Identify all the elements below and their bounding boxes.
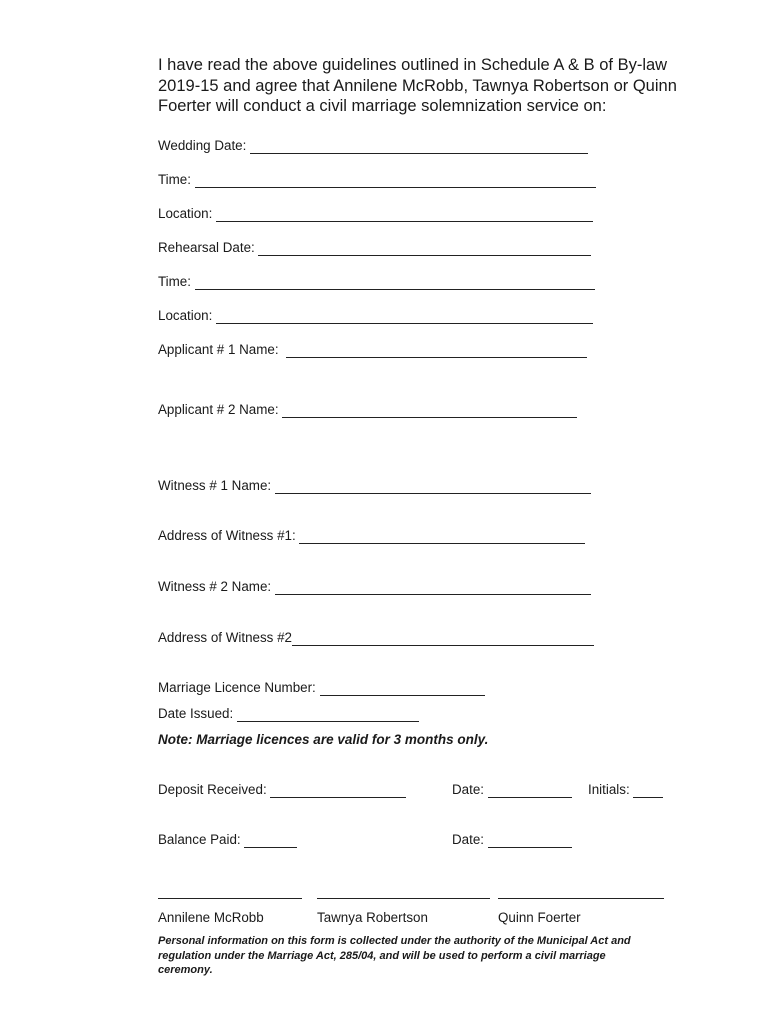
witness1-address-field[interactable] [299, 529, 585, 544]
rehearsal-time-label: Time: [158, 274, 195, 289]
deposit-date-row [452, 780, 572, 798]
signature-line-foerter[interactable] [498, 898, 664, 899]
balance-row [158, 830, 297, 848]
licence-number-field[interactable] [320, 681, 485, 696]
rehearsal-time-field[interactable] [195, 275, 595, 290]
signatory-name: Quinn Foerter [498, 910, 581, 925]
deposit-date-label: Date: [452, 782, 488, 797]
balance-date-field[interactable] [488, 833, 572, 848]
witness1-address-label: Address of Witness #1: [158, 528, 300, 543]
deposit-field[interactable] [270, 783, 406, 798]
witness1-address-row [158, 526, 585, 544]
witness2-field[interactable] [275, 580, 591, 595]
witness2-address-row [158, 628, 594, 646]
initials-row [588, 780, 663, 798]
intro-statement: I have read the above guidelines outlined in Schedule A & B of By-law 2019-15 and agree that Annilene McRobb, Tawnya Robertson or Quinn Foerter will conduct a civil marriage solemnization service on: [158, 56, 677, 115]
licence-number-row [158, 678, 485, 696]
wedding-time-row [158, 170, 596, 188]
balance-field[interactable] [244, 833, 297, 848]
balance-label: Balance Paid: [158, 832, 245, 847]
witness2-address-label: Address of Witness #2 [158, 630, 292, 645]
witness2-address-field[interactable] [292, 631, 594, 646]
wedding-location-row [158, 204, 593, 222]
date-issued-row [158, 704, 419, 722]
rehearsal-date-label: Rehearsal Date: [158, 240, 259, 255]
wedding-time-label: Time: [158, 172, 195, 187]
applicant2-field[interactable] [282, 403, 577, 418]
witness1-label: Witness # 1 Name: [158, 478, 275, 493]
balance-date-label: Date: [452, 832, 488, 847]
wedding-date-label: Wedding Date: [158, 138, 251, 153]
witness1-row [158, 476, 591, 494]
initials-field[interactable] [633, 783, 663, 798]
applicant2-label: Applicant # 2 Name: [158, 402, 283, 417]
applicant1-label: Applicant # 1 Name: [158, 342, 287, 357]
balance-date-row [452, 830, 572, 848]
wedding-time-field[interactable] [195, 173, 596, 188]
deposit-label: Deposit Received: [158, 782, 271, 797]
deposit-row [158, 780, 406, 798]
licence-number-label: Marriage Licence Number: [158, 680, 320, 695]
applicant2-row [158, 400, 577, 418]
rehearsal-location-row [158, 306, 593, 324]
licence-validity-note: Note: Marriage licences are valid for 3 months only. [158, 732, 489, 747]
initials-label: Initials: [588, 782, 634, 797]
applicant1-row [158, 340, 587, 358]
date-issued-label: Date Issued: [158, 706, 237, 721]
rehearsal-time-row [158, 272, 595, 290]
signatory-name: Tawnya Robertson [317, 910, 428, 925]
signatory-name: Annilene McRobb [158, 910, 264, 925]
witness2-row [158, 577, 591, 595]
applicant1-field[interactable] [286, 343, 587, 358]
date-issued-field[interactable] [237, 707, 419, 722]
privacy-notice: Personal information on this form is collected under the authority of the Municipal Act and regulation under the Marriage Act, 285/04, and will be used to perform a civil marriage ceremony. [158, 935, 631, 976]
deposit-date-field[interactable] [488, 783, 572, 798]
rehearsal-location-field[interactable] [216, 309, 593, 324]
witness2-label: Witness # 2 Name: [158, 579, 275, 594]
wedding-location-field[interactable] [216, 207, 593, 222]
wedding-date-row [158, 136, 588, 154]
wedding-location-label: Location: [158, 206, 217, 221]
signature-line-mcrobb[interactable] [158, 898, 302, 899]
rehearsal-location-label: Location: [158, 308, 217, 323]
signature-line-robertson[interactable] [317, 898, 490, 899]
witness1-field[interactable] [275, 479, 591, 494]
wedding-date-field[interactable] [250, 139, 588, 154]
rehearsal-date-row [158, 238, 591, 256]
rehearsal-date-field[interactable] [258, 241, 591, 256]
